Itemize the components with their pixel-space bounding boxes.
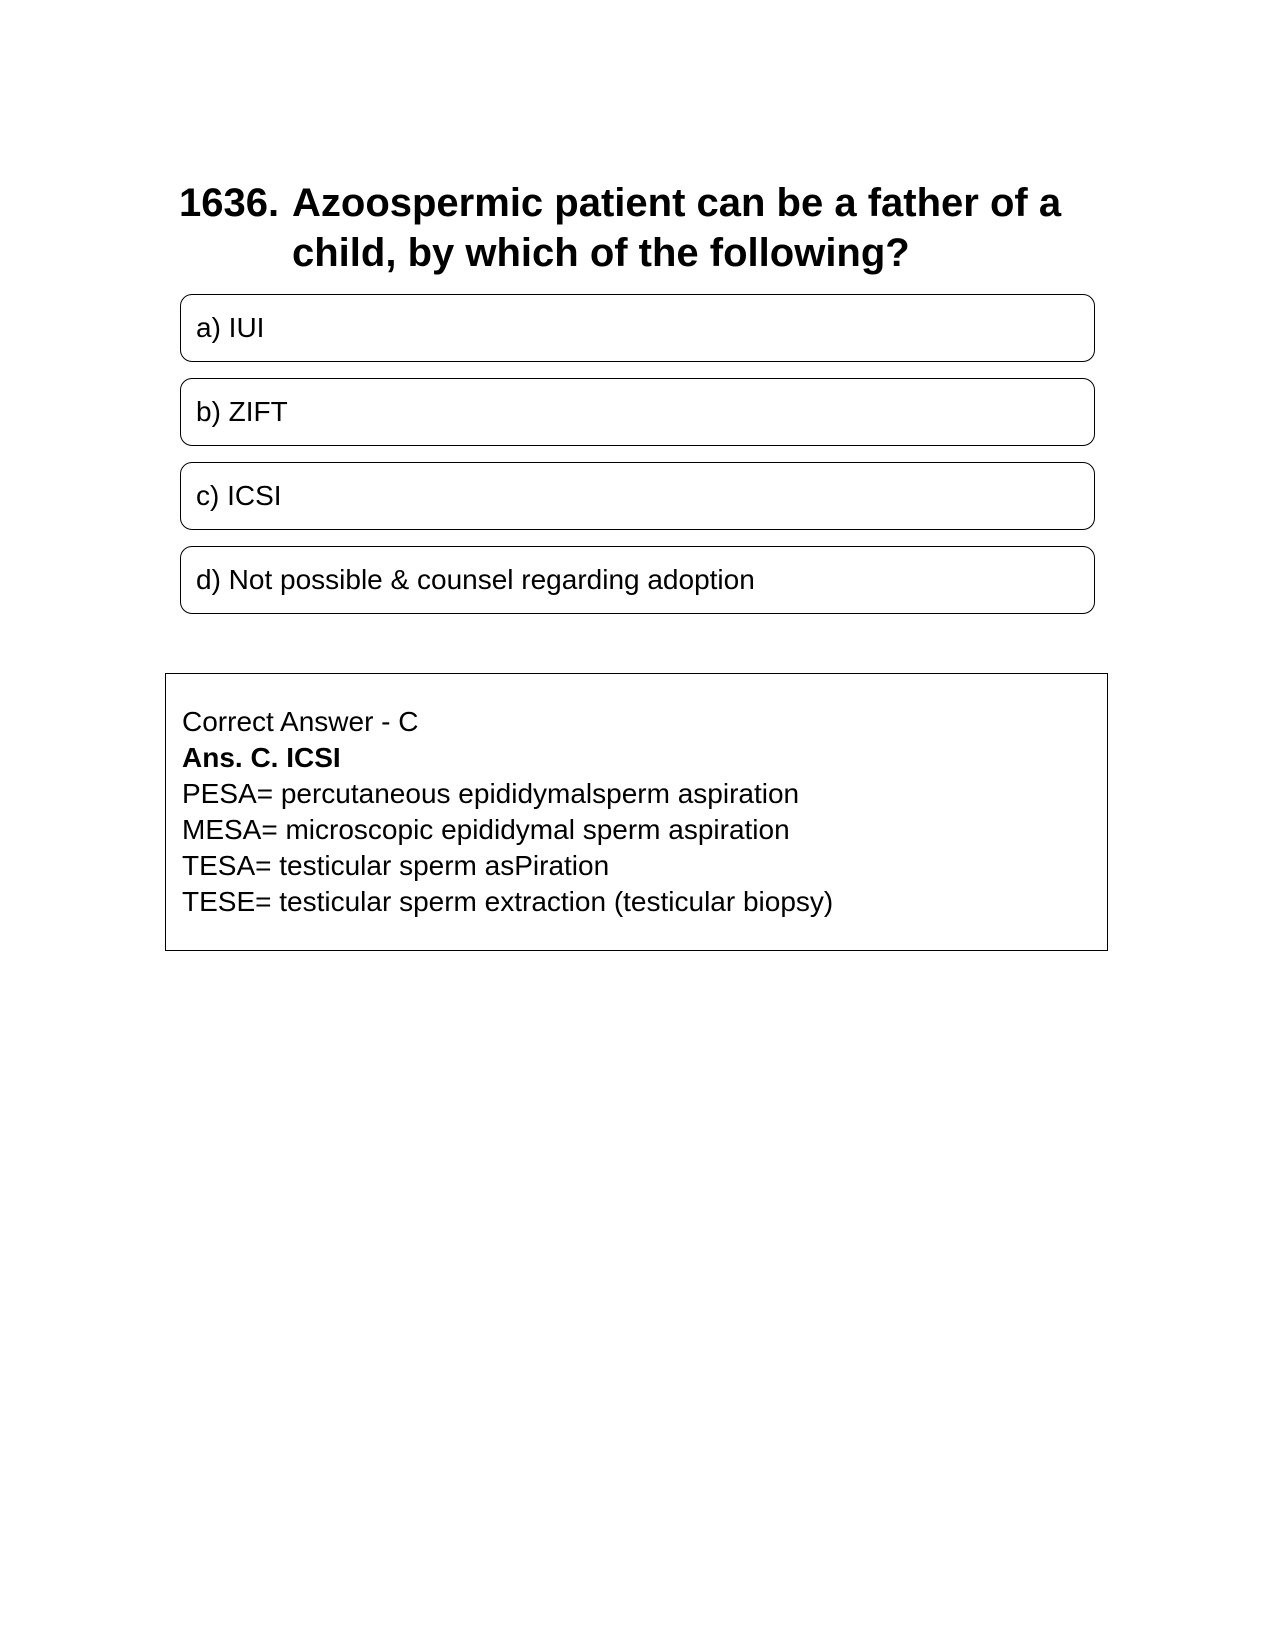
option-label: b) ZIFT	[196, 396, 288, 427]
question-number: 1636.	[179, 181, 280, 225]
option-label: c) ICSI	[196, 480, 282, 511]
explanation-line-tese: TESE= testicular sperm extraction (testicular biopsy)	[182, 886, 834, 917]
question-text: Azoospermic patient can be a father of a child, by which of the following?	[292, 181, 1062, 275]
option-b[interactable]	[180, 378, 1095, 446]
answer-box	[165, 673, 1108, 951]
option-label: d) Not possible & counsel regarding adoption	[196, 564, 755, 595]
correct-answer-line: Correct Answer - C	[182, 706, 419, 737]
explanation-line-pesa: PESA= percutaneous epididymalsperm aspiration	[182, 778, 800, 809]
option-label: a) IUI	[196, 312, 265, 343]
options-list	[180, 294, 1095, 630]
option-a[interactable]	[180, 294, 1095, 362]
question-heading	[179, 178, 1079, 278]
option-d[interactable]	[180, 546, 1095, 614]
answer-heading: Ans. C. ICSI	[182, 742, 341, 773]
explanation-line-tesa: TESA= testicular sperm asPiration	[182, 850, 610, 881]
explanation-line-mesa: MESA= microscopic epididymal sperm aspiration	[182, 814, 790, 845]
option-c[interactable]	[180, 462, 1095, 530]
